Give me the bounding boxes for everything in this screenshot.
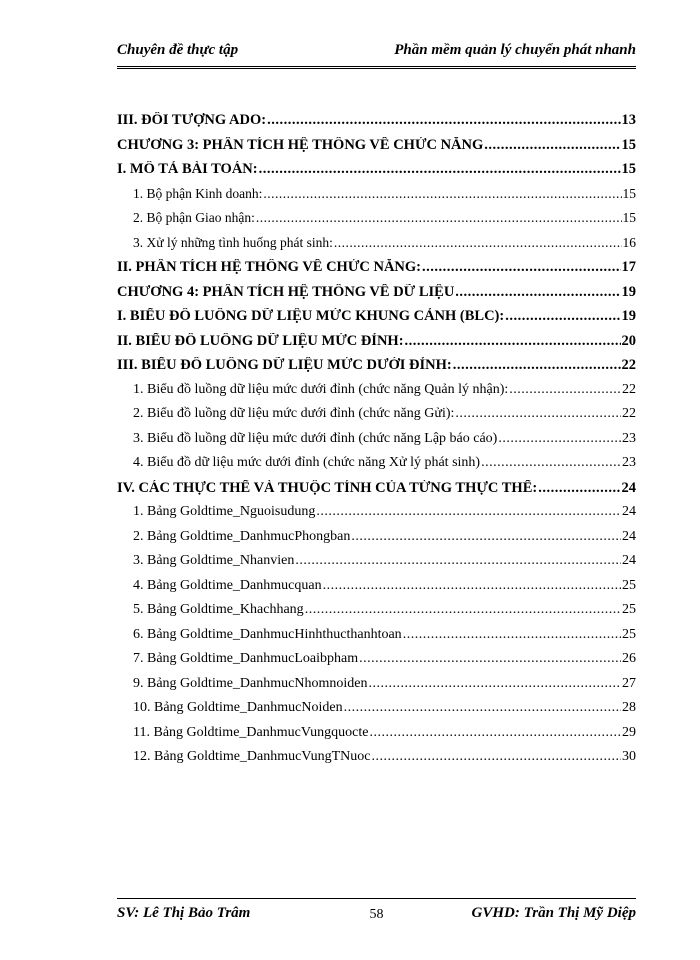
toc-entry-title: 10. Bảng Goldtime_DanhmucNoiden	[133, 700, 343, 715]
toc-entry-page: 13	[621, 112, 636, 128]
toc-entry[interactable]	[117, 676, 636, 701]
toc-entry[interactable]	[117, 308, 636, 333]
toc-entry-title: 6. Bảng Goldtime_DanhmucHinhthucthanhtoan	[133, 626, 402, 642]
toc-dot-leader	[316, 504, 621, 520]
toc-entry-page: 15	[621, 161, 636, 177]
toc-entry-page: 23	[622, 430, 636, 446]
toc-entry-title: 5. Bảng Goldtime_Khachhang	[133, 602, 304, 617]
toc-dot-leader	[372, 749, 621, 765]
toc-entry-page: 27	[622, 675, 636, 691]
footer-student: SV: Lê Thị Bảo Trâm	[117, 905, 251, 921]
toc-entry[interactable]	[117, 480, 636, 505]
toc-dot-leader	[369, 725, 621, 741]
toc-dot-leader	[323, 578, 621, 594]
toc-entry[interactable]	[117, 749, 636, 774]
toc-entry-title: 3. Bảng Goldtime_Nhanvien	[133, 553, 295, 568]
toc-entry-page: 19	[621, 283, 636, 300]
toc-dot-leader	[334, 235, 622, 251]
toc-entry-page: 17	[621, 259, 636, 275]
toc-dot-leader	[256, 210, 622, 226]
toc-entry-page: 30	[622, 749, 636, 764]
toc-entry[interactable]	[117, 700, 636, 725]
toc-entry-page: 25	[622, 602, 636, 617]
toc-entry[interactable]	[117, 210, 636, 235]
toc-dot-leader	[538, 480, 620, 497]
toc-entry-title: 2. Biểu đồ luồng dữ liệu mức dưới đỉnh (chức năng Gửi):	[133, 406, 455, 421]
toc-entry-title: 11. Bảng Goldtime_DanhmucVungquocte	[133, 724, 369, 740]
toc-dot-leader	[267, 112, 620, 129]
toc-entry[interactable]	[117, 651, 636, 676]
toc-entry-page: 22	[622, 381, 636, 397]
toc-entry-page: 15	[622, 185, 636, 201]
header-right-title: Phần mềm quản lý chuyển phát nhanh	[394, 42, 636, 58]
toc-entry[interactable]	[117, 357, 636, 382]
toc-dot-leader	[295, 553, 621, 569]
toc-entry[interactable]	[117, 112, 636, 137]
toc-entry-title: 1. Bộ phận Kinh doanh:	[133, 185, 263, 201]
toc-dot-leader	[453, 357, 621, 374]
toc-dot-leader	[405, 333, 621, 350]
toc-entry[interactable]	[117, 627, 636, 652]
toc-entry-title: IV. CÁC THỰC THỂ VÀ THUỘC TÍNH CỦA TỪNG THỰC THỂ:	[117, 479, 538, 496]
header-left-title: Chuyên đề thực tập	[117, 42, 239, 58]
toc-dot-leader	[498, 431, 621, 447]
toc-entry-page: 23	[622, 455, 636, 470]
toc-entry[interactable]	[117, 406, 636, 431]
toc-entry-page: 16	[622, 234, 636, 250]
toc-entry-title: 2. Bộ phận Giao nhận:	[133, 210, 255, 225]
toc-entry-page: 24	[622, 504, 636, 519]
toc-dot-leader	[422, 259, 621, 276]
toc-entry-title: III. ĐỐI TƯỢNG ADO:	[117, 112, 267, 128]
toc-entry[interactable]	[117, 382, 636, 407]
page-footer	[117, 898, 636, 925]
footer-page-number: 58	[369, 907, 384, 922]
toc-entry-page: 24	[622, 528, 636, 544]
toc-entry[interactable]	[117, 186, 636, 211]
toc-entry-page: 24	[621, 479, 636, 496]
toc-entry-title: 1. Biểu đồ luồng dữ liệu mức dưới đỉnh (chức năng Quản lý nhận):	[133, 381, 509, 397]
toc-entry-title: III. BIỂU ĐỒ LUỒNG DỮ LIỆU MỨC DƯỚI ĐỈNH:	[117, 357, 452, 373]
toc-entry-title: I. MÔ TẢ BÀI TOÁN:	[117, 161, 258, 177]
toc-entry-title: 1. Bảng Goldtime_Nguoisudung	[133, 504, 316, 519]
toc-entry-title: 3. Biểu đồ luồng dữ liệu mức dưới đỉnh (chức năng Lập báo cáo)	[133, 430, 498, 446]
toc-entry-title: 12. Bảng Goldtime_DanhmucVungTNuoc	[133, 749, 371, 764]
toc-entry-page: 22	[621, 357, 636, 373]
toc-entry[interactable]	[117, 553, 636, 578]
toc-entry-page: 25	[622, 577, 636, 593]
toc-entry-page: 19	[621, 308, 636, 324]
toc-entry[interactable]	[117, 259, 636, 284]
toc-entry-page: 22	[622, 406, 636, 421]
toc-entry[interactable]	[117, 725, 636, 750]
toc-entry-page: 29	[622, 724, 636, 740]
toc-dot-leader	[484, 137, 620, 154]
toc-entry[interactable]	[117, 602, 636, 627]
toc-dot-leader	[481, 455, 621, 471]
toc-entry[interactable]	[117, 431, 636, 456]
toc-dot-leader	[455, 284, 620, 301]
toc-entry-page: 26	[622, 651, 636, 666]
toc-dot-leader	[263, 186, 621, 202]
toc-entry-title: II. PHÂN TÍCH HỆ THỐNG VỀ CHỨC NĂNG:	[117, 259, 421, 275]
toc-entry[interactable]	[117, 137, 636, 162]
toc-dot-leader	[259, 161, 621, 178]
toc-dot-leader	[351, 529, 621, 545]
toc-entry[interactable]	[117, 333, 636, 358]
toc-dot-leader	[344, 700, 621, 716]
toc-entry[interactable]	[117, 529, 636, 554]
toc-entry-title: 4. Bảng Goldtime_Danhmucquan	[133, 577, 322, 593]
toc-entry-title: 4. Biểu đồ dữ liệu mức dưới đỉnh (chức năng Xử lý phát sinh)	[133, 455, 481, 470]
toc-entry-title: CHƯƠNG 4: PHÂN TÍCH HỆ THỐNG VỀ DỮ LIỆU	[117, 283, 455, 300]
toc-entry[interactable]	[117, 161, 636, 186]
toc-entry-title: I. BIỂU ĐỒ LUỒNG DỮ LIỆU MỨC KHUNG CẢNH (BLC):	[117, 308, 505, 324]
toc-entry[interactable]	[117, 284, 636, 309]
toc-dot-leader	[505, 308, 620, 325]
toc-entry[interactable]	[117, 504, 636, 529]
toc-entry[interactable]	[117, 235, 636, 260]
toc-entry-page: 20	[621, 332, 636, 349]
toc-entry[interactable]	[117, 578, 636, 603]
toc-entry-page: 15	[621, 136, 636, 153]
toc-dot-leader	[359, 651, 621, 667]
toc-entry-title: 9. Bảng Goldtime_DanhmucNhomnoiden	[133, 675, 368, 691]
toc-entry-title: 3. Xử lý những tình huống phát sinh:	[133, 234, 333, 250]
footer-advisor: GVHD: Trần Thị Mỹ Diệp	[471, 905, 636, 921]
toc-entry-page: 15	[622, 210, 636, 225]
toc-dot-leader	[403, 627, 621, 643]
toc-entry-title: 7. Bảng Goldtime_DanhmucLoaibpham	[133, 651, 359, 666]
toc-entry[interactable]	[117, 455, 636, 480]
toc-entry-title: 2. Bảng Goldtime_DanhmucPhongban	[133, 528, 351, 544]
toc-entry-title: II. BIỂU ĐỒ LUỒNG DỮ LIỆU MỨC ĐỈNH:	[117, 332, 404, 349]
toc-entry-title: CHƯƠNG 3: PHÂN TÍCH HỆ THỐNG VỀ CHỨC NĂNG	[117, 136, 484, 153]
toc-dot-leader	[368, 676, 621, 692]
toc-entry-page: 24	[622, 553, 636, 568]
toc-entry-page: 28	[622, 700, 636, 715]
table-of-contents	[117, 112, 636, 774]
toc-dot-leader	[509, 382, 621, 398]
page-header	[117, 38, 636, 69]
toc-dot-leader	[455, 406, 621, 422]
toc-dot-leader	[305, 602, 621, 618]
toc-entry-page: 25	[622, 626, 636, 642]
